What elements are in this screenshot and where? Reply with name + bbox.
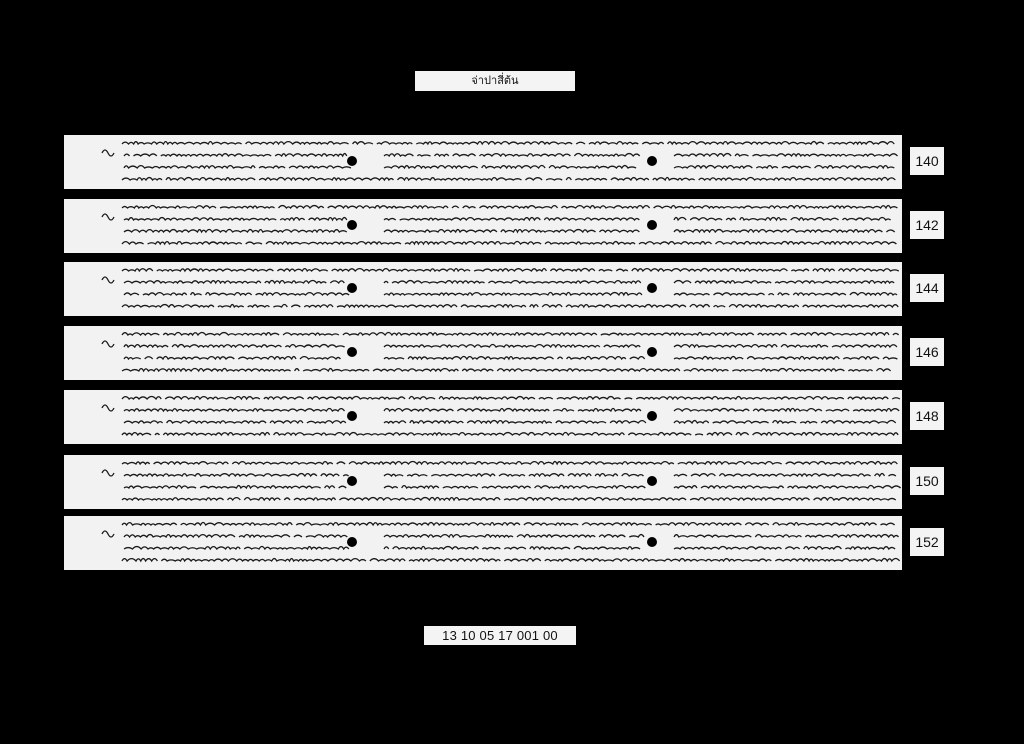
script-line xyxy=(124,486,346,488)
script-line xyxy=(122,269,899,272)
leaf-script-drawing xyxy=(64,262,902,316)
script-line xyxy=(674,218,895,221)
binding-hole xyxy=(647,283,657,293)
binding-hole xyxy=(647,537,657,547)
palm-leaf-page xyxy=(64,390,902,444)
script-line xyxy=(122,206,897,209)
leaf-script-drawing xyxy=(64,516,902,570)
script-line xyxy=(124,218,347,220)
binding-hole xyxy=(347,156,357,166)
script-line xyxy=(124,293,349,295)
palm-leaf-page xyxy=(64,326,902,380)
script-line xyxy=(384,218,639,220)
script-line xyxy=(124,547,349,550)
script-line xyxy=(384,409,641,412)
script-line xyxy=(674,357,897,360)
script-line xyxy=(122,462,897,465)
binding-hole xyxy=(647,220,657,230)
leaf-margin-mark xyxy=(102,405,114,411)
script-line xyxy=(384,357,645,360)
script-line xyxy=(674,421,896,424)
script-line xyxy=(674,409,899,412)
binding-hole xyxy=(347,347,357,357)
leaf-script-drawing xyxy=(64,199,902,253)
script-line xyxy=(124,535,347,537)
script-line xyxy=(122,559,900,562)
script-line xyxy=(122,305,898,308)
leaf-margin-mark xyxy=(102,470,114,476)
leaf-margin-mark xyxy=(102,277,114,283)
script-line xyxy=(384,474,643,476)
script-line xyxy=(384,230,639,232)
page-number-label: 140 xyxy=(910,147,944,175)
script-line xyxy=(384,293,642,296)
palm-leaf-page xyxy=(64,199,902,253)
page-number-label: 152 xyxy=(910,528,944,556)
script-line xyxy=(674,547,895,550)
manuscript-id-label: 13 10 05 17 001 00 xyxy=(424,626,576,645)
leaf-script-drawing xyxy=(64,390,902,444)
script-line xyxy=(384,166,640,169)
leaf-script-drawing xyxy=(64,135,902,189)
binding-hole xyxy=(647,411,657,421)
binding-hole xyxy=(347,220,357,230)
script-line xyxy=(674,486,901,489)
script-line xyxy=(122,523,895,526)
binding-hole xyxy=(347,537,357,547)
script-line xyxy=(124,357,344,360)
script-line xyxy=(124,230,347,233)
binding-hole xyxy=(647,156,657,166)
page-number-label: 144 xyxy=(910,274,944,302)
script-line xyxy=(674,230,895,232)
script-line xyxy=(674,535,898,537)
script-line xyxy=(122,369,895,372)
script-line xyxy=(124,421,346,423)
script-line xyxy=(122,178,895,181)
script-line xyxy=(124,409,345,412)
script-line xyxy=(384,486,649,489)
script-line xyxy=(674,293,897,295)
script-line xyxy=(122,498,900,501)
binding-hole xyxy=(647,347,657,357)
script-line xyxy=(124,474,349,476)
script-line xyxy=(384,281,641,283)
script-line xyxy=(674,345,897,347)
script-line xyxy=(674,281,894,283)
script-line xyxy=(674,166,894,168)
leaf-margin-mark xyxy=(102,214,114,220)
script-line xyxy=(122,433,898,436)
leaf-script-drawing xyxy=(64,455,902,509)
leaf-margin-mark xyxy=(102,150,114,156)
script-line xyxy=(384,421,646,423)
script-line xyxy=(384,154,640,157)
script-line xyxy=(384,345,640,348)
script-line xyxy=(674,474,896,476)
palm-leaf-page xyxy=(64,455,902,509)
page-number-label: 150 xyxy=(910,467,944,495)
script-line xyxy=(124,166,351,168)
palm-leaf-page xyxy=(64,516,902,570)
leaf-margin-mark xyxy=(102,531,114,537)
script-line xyxy=(124,154,347,156)
script-line xyxy=(122,397,900,400)
script-line xyxy=(384,535,644,537)
binding-hole xyxy=(647,476,657,486)
binding-hole xyxy=(347,476,357,486)
script-line xyxy=(124,281,344,284)
page-number-label: 148 xyxy=(910,402,944,430)
script-line xyxy=(384,547,640,550)
page-number-label: 142 xyxy=(910,211,944,239)
script-line xyxy=(122,142,898,144)
script-line xyxy=(122,333,899,336)
palm-leaf-page xyxy=(64,135,902,189)
manuscript-title-label: จ่าปาสี่ต้น xyxy=(415,71,575,91)
script-line xyxy=(674,154,898,156)
script-line xyxy=(124,345,345,347)
script-line xyxy=(122,242,896,245)
page-number-label: 146 xyxy=(910,338,944,366)
leaf-script-drawing xyxy=(64,326,902,380)
leaf-margin-mark xyxy=(102,341,114,347)
binding-hole xyxy=(347,411,357,421)
palm-leaf-page xyxy=(64,262,902,316)
binding-hole xyxy=(347,283,357,293)
